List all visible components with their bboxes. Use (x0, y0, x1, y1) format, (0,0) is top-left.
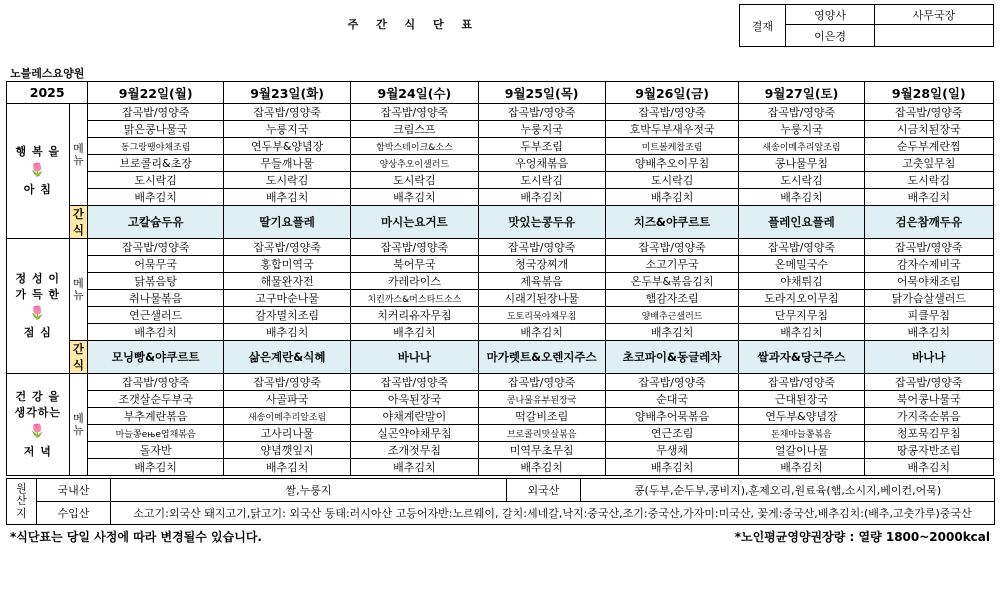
lunch-row-5 (7, 324, 994, 341)
dish-cell: 고춧잎무침 (864, 155, 993, 172)
dish-cell: 조갯살순두부국 (88, 391, 224, 408)
breakfast-row-5 (7, 189, 994, 206)
snack-cell: 플레인요플레 (739, 206, 864, 239)
dish-cell: 미트볼케찹조림 (605, 138, 739, 155)
dish-cell: 배추김치 (223, 459, 350, 476)
day-col-0: 9월22일(월) (88, 82, 224, 104)
dish-cell: 배추김치 (223, 189, 350, 206)
dish-cell: 잡곡밥/영양죽 (478, 374, 605, 391)
origin-value-import: 소고기:외국산 돼지고기,닭고기: 외국산 동태:러시아산 고등어자반:노르웨이, 갈치:세네갈,낙지:중국산,조기:중국산,가자미:미국산, 꽃게:중국산,배추김치:(배추,고춧가루)중국산 (111, 502, 995, 525)
dish-cell: 가지죽순볶음 (864, 408, 993, 425)
dish-cell: 잡곡밥/영양죽 (739, 104, 864, 121)
dish-cell: 마늘쫑ење엽채볶음 (88, 425, 224, 442)
dish-cell: 양배추오이무침 (605, 155, 739, 172)
dish-cell: 잡곡밥/영양죽 (88, 374, 224, 391)
breakfast-row-4 (7, 172, 994, 189)
origin-value-foreign: 콩(두부,순두부,콩비지),훈제오리,원료육(햄,소시지,베이컨,어묵) (581, 479, 995, 502)
origin-vertical-label: 원 산 지 (7, 479, 37, 525)
dish-cell: 제육볶음 (478, 273, 605, 290)
lunch-row-4 (7, 307, 994, 324)
dish-cell: 배추김치 (351, 189, 478, 206)
dish-cell: 배추김치 (88, 189, 224, 206)
menu-table (6, 4, 994, 476)
snack-cell: 맛있는콩두유 (478, 206, 605, 239)
day-col-5: 9월27일(토) (739, 82, 864, 104)
page-title: 주 간 식 단 표 (347, 17, 480, 31)
dish-cell: 연근조림 (605, 425, 739, 442)
day-col-6: 9월28일(일) (864, 82, 993, 104)
dish-cell: 미역무초무침 (478, 442, 605, 459)
dish-cell: 잡곡밥/영양죽 (864, 239, 993, 256)
snack-cell: 바나나 (864, 341, 993, 374)
dish-cell: 무생채 (605, 442, 739, 459)
dish-cell: 잡곡밥/영양죽 (223, 104, 350, 121)
dish-cell: 청포묵김무침 (864, 425, 993, 442)
dish-cell: 잡곡밥/영양죽 (478, 104, 605, 121)
dinner-row-5 (7, 459, 994, 476)
dinner-row-2 (7, 408, 994, 425)
day-col-1: 9월23일(화) (223, 82, 350, 104)
dish-cell: 잡곡밥/영양죽 (605, 374, 739, 391)
meal-label-dinner (7, 374, 70, 476)
breakfast-row-3 (7, 155, 994, 172)
snack-cell: 고칼슘두유 (88, 206, 224, 239)
dish-cell: 시래기된장나물 (478, 290, 605, 307)
dish-cell: 순대국 (605, 391, 739, 408)
flower-icon: 🌷 (29, 162, 47, 178)
origin-row-domestic (7, 479, 995, 502)
dish-cell: 닭볶음탕 (88, 273, 224, 290)
dish-cell: 잡곡밥/영양죽 (88, 104, 224, 121)
dish-cell: 근대된장국 (739, 391, 864, 408)
dish-cell: 누룽지국 (478, 121, 605, 138)
dish-cell: 도시락김 (739, 172, 864, 189)
dish-cell: 맑은콩나물국 (88, 121, 224, 138)
day-col-2: 9월24일(수) (351, 82, 478, 104)
dish-cell: 배추김치 (88, 324, 224, 341)
title-spacer (7, 4, 88, 47)
title-row (7, 4, 994, 47)
dish-cell: 땅콩자반조림 (864, 442, 993, 459)
dish-cell: 배추김치 (351, 324, 478, 341)
dish-cell: 단무지무침 (739, 307, 864, 324)
dish-cell: 양배추근샐러드 (605, 307, 739, 324)
facility-row (7, 47, 994, 82)
dish-cell: 치킨까스&머스타드소스 (351, 290, 478, 307)
dish-cell: 배추김치 (478, 324, 605, 341)
facility-spacer (88, 47, 994, 82)
dish-cell: 연두부&양념장 (739, 408, 864, 425)
dish-cell: 잡곡밥/영양죽 (88, 239, 224, 256)
origin-row-import (7, 502, 995, 525)
approval-label: 결재 (739, 5, 785, 47)
dish-cell: 야채계란말이 (351, 408, 478, 425)
dish-cell: 잡곡밥/영양죽 (351, 239, 478, 256)
meal-label-lunch (7, 239, 70, 374)
approver-signature-empty (875, 25, 993, 47)
dish-cell: 잡곡밥/영양죽 (478, 239, 605, 256)
dish-cell: 온두부&볶음김치 (605, 273, 739, 290)
breakfast-row-1 (7, 121, 994, 138)
day-col-4: 9월26일(금) (605, 82, 739, 104)
dish-cell: 도시락김 (864, 172, 993, 189)
approval-block (739, 4, 994, 47)
dish-cell: 얼갈이나물 (739, 442, 864, 459)
dish-cell: 무들깨나물 (223, 155, 350, 172)
lunch-row-1 (7, 256, 994, 273)
dish-cell: 연근샐러드 (88, 307, 224, 324)
dish-cell: 닭가슴살샐러드 (864, 290, 993, 307)
dish-cell: 누룽지국 (223, 121, 350, 138)
snack-cell: 삶은계란&식혜 (223, 341, 350, 374)
dish-cell: 크림스프 (351, 121, 478, 138)
dish-cell: 북어무국 (351, 256, 478, 273)
lunch-row-2 (7, 273, 994, 290)
dinner-row-4 (7, 442, 994, 459)
facility-name: 노블레스요양원 (9, 67, 85, 80)
dish-cell: 배추김치 (864, 459, 993, 476)
meal-label-line-2: 가 득 한 (15, 287, 61, 301)
dish-cell: 카레라이스 (351, 273, 478, 290)
meal-label-line-1: 정 성 이 (15, 271, 61, 285)
dish-cell: 부추계란볶음 (88, 408, 224, 425)
dish-cell: 잡곡밥/영양죽 (351, 104, 478, 121)
dish-cell: 고구마순나물 (223, 290, 350, 307)
dish-cell: 잡곡밥/영양죽 (739, 239, 864, 256)
dish-cell: 양념깻잎지 (223, 442, 350, 459)
meal-label-line-1: 건 강 을 (15, 390, 61, 404)
dish-cell: 온메밀국수 (739, 256, 864, 273)
origin-key-foreign: 외국산 (507, 479, 581, 502)
dish-cell: 떡갈비조림 (478, 408, 605, 425)
dish-cell: 브로콜리&초장 (88, 155, 224, 172)
dish-cell: 청국장찌개 (478, 256, 605, 273)
dish-cell: 순두부계란찜 (864, 138, 993, 155)
dish-cell: 배추김치 (864, 324, 993, 341)
meal-label-line-2: 생각하는 (14, 406, 62, 420)
dish-cell: 누룽지국 (739, 121, 864, 138)
dish-cell: 배추김치 (478, 189, 605, 206)
dish-cell: 새송이메추리알조림 (739, 138, 864, 155)
dish-cell: 소고기무국 (605, 256, 739, 273)
dish-cell: 배추김치 (739, 459, 864, 476)
dish-cell: 잡곡밥/영양죽 (864, 104, 993, 121)
meal-label-line-3: 점 심 (23, 326, 52, 340)
dish-cell: 어묵야채조림 (864, 273, 993, 290)
dish-cell: 피클무침 (864, 307, 993, 324)
snack-cell: 모닝빵&야쿠르트 (88, 341, 224, 374)
dish-cell: 도시락김 (88, 172, 224, 189)
day-col-3: 9월25일(목) (478, 82, 605, 104)
dish-cell: 도시락김 (478, 172, 605, 189)
flower-icon: 🌷 (29, 424, 47, 440)
dish-cell: 동그랑땡야채조림 (88, 138, 224, 155)
dish-cell: 배추김치 (864, 189, 993, 206)
approver-role-nutritionist: 영양사 (785, 5, 874, 25)
lunch-row-3 (7, 290, 994, 307)
footer-note-right: *노인평균영양권장량 : 열량 1800~2000kcal (734, 530, 990, 544)
origin-key-import: 수입산 (37, 502, 111, 525)
lunch-row-0 (7, 239, 994, 256)
meal-label-line-3: 저 녁 (23, 444, 52, 458)
dish-cell: 돌자반 (88, 442, 224, 459)
flower-icon: 🌷 (29, 305, 47, 321)
dish-cell: 홍합미역국 (223, 256, 350, 273)
snack-cell: 쌀과자&당근주스 (739, 341, 864, 374)
dish-cell: 조개젓무침 (351, 442, 478, 459)
dish-cell: 잡곡밥/영양죽 (223, 239, 350, 256)
snack-cell: 딸기요플레 (223, 206, 350, 239)
dish-cell: 고사리나물 (223, 425, 350, 442)
dish-cell: 어묵무국 (88, 256, 224, 273)
dish-cell: 배추김치 (88, 459, 224, 476)
origin-value-domestic: 쌀,누룽지 (111, 479, 507, 502)
dish-cell: 두부조림 (478, 138, 605, 155)
dish-cell: 연두부&양념장 (223, 138, 350, 155)
dish-cell: 콩나물유부된장국 (478, 391, 605, 408)
snack-label-lunch: 간식 (69, 341, 88, 374)
breakfast-snack-row (7, 206, 994, 239)
snack-cell: 초코파이&동글레차 (605, 341, 739, 374)
dish-cell: 도시락김 (351, 172, 478, 189)
dish-cell: 잡곡밥/영양죽 (605, 104, 739, 121)
approver-name: 이은경 (785, 25, 874, 47)
year-cell: 2025 (7, 82, 88, 104)
dish-cell: 야채튀김 (739, 273, 864, 290)
dish-cell: 배추김치 (351, 459, 478, 476)
dish-cell: 치커리유자무침 (351, 307, 478, 324)
dish-cell: 취나물볶음 (88, 290, 224, 307)
snack-label-breakfast: 간식 (69, 206, 88, 239)
dish-cell: 배추김치 (605, 324, 739, 341)
dinner-row-0 (7, 374, 994, 391)
dish-cell: 해물완자전 (223, 273, 350, 290)
dish-cell: 도라지오이무침 (739, 290, 864, 307)
dish-cell: 잡곡밥/영양죽 (605, 239, 739, 256)
dish-cell: 잡곡밥/영양죽 (864, 374, 993, 391)
dish-cell: 사골파국 (223, 391, 350, 408)
breakfast-row-2 (7, 138, 994, 155)
dish-cell: 시금치된장국 (864, 121, 993, 138)
dish-cell: 배추김치 (478, 459, 605, 476)
dish-cell: 잡곡밥/영양죽 (223, 374, 350, 391)
footer (6, 528, 994, 545)
dinner-row-1 (7, 391, 994, 408)
dish-cell: 햄감자조림 (605, 290, 739, 307)
origin-key-domestic: 국내산 (37, 479, 111, 502)
dinner-row-3 (7, 425, 994, 442)
dish-cell: 브로콜리맛살볶음 (478, 425, 605, 442)
footer-note-left: *식단표는 당일 사정에 따라 변경될수 있습니다. (10, 530, 262, 544)
dish-cell: 배추김치 (739, 189, 864, 206)
dish-cell: 배추김치 (605, 189, 739, 206)
lunch-snack-row (7, 341, 994, 374)
dish-cell: 도시락김 (605, 172, 739, 189)
dish-cell: 도시락김 (223, 172, 350, 189)
dish-cell: 양상추오이샐러드 (351, 155, 478, 172)
dish-cell: 돈채마늘쫑볶음 (739, 425, 864, 442)
breakfast-row-0 (7, 104, 994, 121)
dish-cell: 감자수제비국 (864, 256, 993, 273)
meal-label-breakfast (7, 104, 70, 239)
snack-cell: 바나나 (351, 341, 478, 374)
dish-cell: 실곤약야채무침 (351, 425, 478, 442)
snack-cell: 마시는요거트 (351, 206, 478, 239)
date-header-row (7, 82, 994, 104)
dish-cell: 새송이메추리알조림 (223, 408, 350, 425)
snack-cell: 치즈&야쿠르트 (605, 206, 739, 239)
dish-cell: 콩나물무침 (739, 155, 864, 172)
snack-cell: 검은참깨두유 (864, 206, 993, 239)
dish-cell: 북어콩나물국 (864, 391, 993, 408)
approver-role-director: 사무국장 (875, 5, 993, 25)
dish-cell: 잡곡밥/영양죽 (351, 374, 478, 391)
dish-cell: 우엉채볶음 (478, 155, 605, 172)
dish-cell: 도토리묵야채무침 (478, 307, 605, 324)
dish-cell: 호박두부새우젓국 (605, 121, 739, 138)
meal-label-line-1: 행 복 을 (15, 144, 61, 158)
menu-label-lunch: 메 뉴 (69, 239, 88, 341)
snack-cell: 마가렛트&오렌지주스 (478, 341, 605, 374)
dish-cell: 배추김치 (739, 324, 864, 341)
dish-cell: 배추김치 (605, 459, 739, 476)
menu-label-dinner: 메 뉴 (69, 374, 88, 476)
meal-label-line-3: 아 침 (23, 183, 52, 197)
dish-cell: 양배추어묵볶음 (605, 408, 739, 425)
dish-cell: 배추김치 (223, 324, 350, 341)
dish-cell: 감자멸치조림 (223, 307, 350, 324)
dish-cell: 함박스테이크&소스 (351, 138, 478, 155)
dish-cell: 아욱된장국 (351, 391, 478, 408)
menu-label-breakfast: 메 뉴 (69, 104, 88, 206)
dish-cell: 잡곡밥/영양죽 (739, 374, 864, 391)
origin-table (6, 478, 995, 525)
